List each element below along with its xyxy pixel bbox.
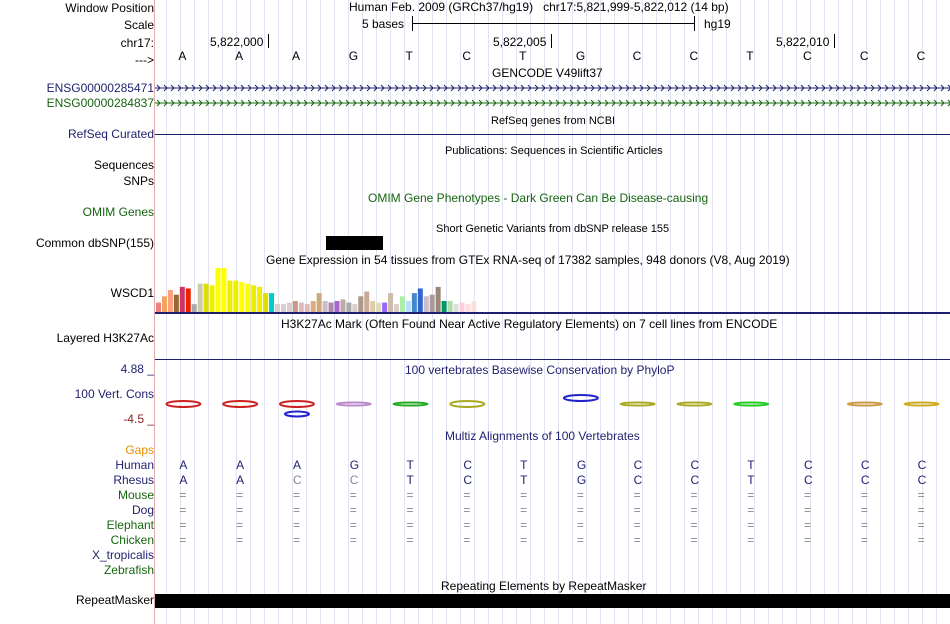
alignment-base: = [917,518,925,532]
gtex-tissue-bar [382,303,387,312]
gtex-tissue-bar [216,268,221,312]
gtex-tissue-bar [257,287,262,312]
alignment-base: A [292,458,301,472]
alignment-base: = [576,518,584,532]
gtex-tissue-bar [394,304,399,312]
alignment-base: = [349,503,357,517]
gtex-tissue-bar [210,285,215,312]
gtex-tissue-bar [281,304,286,312]
gtex-tissue-bar [263,293,268,312]
sequences-label[interactable]: Sequences [93,158,154,172]
alignment-base: C [860,473,870,487]
alignment-base: = [292,518,300,532]
alignment-base: C [633,473,643,487]
gtex-tissue-bar [299,303,304,312]
reference-base: C [632,49,642,63]
gtex-tissue-bar [227,281,232,312]
gencode-gene-2-label[interactable]: ENSG00000284837 [46,96,154,110]
gencode-gene-2-track[interactable] [155,96,950,110]
gtex-tissue-bar [305,304,310,312]
gencode-gene-1-label[interactable]: ENSG00000285471 [46,81,154,95]
h3k27ac-title: H3K27Ac Mark (Often Found Near Active Regulatory Elements) on 7 cell lines from ENCODE [281,317,778,331]
gtex-gene-label[interactable]: WSCD1 [110,286,154,300]
refseq-label[interactable]: RefSeq Curated [67,127,154,141]
gtex-tissue-bar [406,301,411,312]
conservation-mark [285,412,309,417]
gtex-tissue-bar [400,296,405,312]
gtex-tissue-bar [156,303,161,312]
alignment-base: C [804,458,813,472]
gtex-tissue-bar [329,303,334,312]
gtex-tissue-bar [204,284,209,312]
gtex-tissue-bar [459,303,464,312]
alignment-base: T [406,458,414,472]
alignment-base: = [520,488,528,502]
coord-tick [551,34,552,48]
multiz-title: Multiz Alignments of 100 Vertebrates [445,429,640,443]
conservation-logo [155,390,950,420]
alignment-base: = [179,488,187,502]
alignment-base: = [804,533,812,547]
gtex-tissue-bar [293,301,298,312]
alignment-base: = [236,518,244,532]
gtex-tissue-bar [269,293,274,312]
reference-base: G [575,49,586,63]
alignment-base: = [292,488,300,502]
alignment-base: = [236,533,244,547]
gtex-title: Gene Expression in 54 tissues from GTEx RNA-seq of 17382 samples, 948 donors (V8, Aug 2019) [266,253,790,267]
alignment-base: = [917,533,925,547]
gtex-tissue-bar [174,295,179,312]
gtex-tissue-bar [358,296,363,312]
coord-5822000: 5,822,000 [210,35,264,49]
gtex-tissue-bar [198,284,203,312]
alignment-base: = [633,503,641,517]
species-label[interactable]: X_tropicalis [91,548,154,562]
dbsnp-variant[interactable] [326,236,383,250]
alignment-base: = [633,488,641,502]
gtex-tissue-bar [430,295,435,312]
reference-base: A [178,49,187,63]
coord-tick [268,34,269,48]
conservation-mark [166,401,200,407]
gtex-tissue-bar [221,268,226,312]
alignment-base: T [747,458,755,472]
conservation-mark [677,403,711,406]
alignment-base: = [860,488,868,502]
alignment-base: = [349,533,357,547]
gtex-tissue-bar [180,287,185,312]
species-label[interactable]: Chicken [110,533,154,547]
alignment-base: = [179,503,187,517]
alignment-base: = [633,518,641,532]
gtex-tissue-bar [251,285,256,312]
reference-base: G [348,49,359,63]
coord-5822005: 5,822,005 [493,35,547,49]
omim-title: OMIM Gene Phenotypes - Dark Green Can Be Disease-causing [368,191,709,205]
species-label[interactable]: Dog [131,503,154,517]
conservation-mark [394,403,428,406]
species-label[interactable]: Mouse [117,488,154,502]
alignment-base: A [236,458,245,472]
gtex-tissue-bar [275,304,280,312]
gtex-tissue-bar [346,303,351,312]
alignment-base: T [747,473,755,487]
reference-base: C [859,49,869,63]
alignment-base: A [179,458,188,472]
pubs-title: Publications: Sequences in Scientific Articles [445,145,663,157]
alignment-base: C [690,458,700,472]
reference-base: T [746,49,754,63]
species-label[interactable]: Elephant [106,518,154,532]
scale-bar-left-tick [412,16,413,31]
alignment-base: = [804,503,812,517]
repeatmasker-block[interactable] [155,594,950,608]
conservation-mark [734,403,768,406]
gtex-tissue-bar [192,304,197,312]
gtex-tissue-bar [418,288,423,312]
gtex-tissue-bar [168,290,173,312]
alignment-base: G [576,458,587,472]
gtex-tissue-bar [317,293,322,312]
gtex-tissue-bar [424,296,429,312]
alignment-base: = [860,518,868,532]
gtex-tissue-bar [340,299,345,312]
gtex-tissue-bar [335,301,340,312]
species-label[interactable]: Human [115,458,154,472]
alignment-base: = [292,533,300,547]
conservation-mark [280,401,314,407]
scale-text: 5 bases [362,17,405,31]
alignment-base: = [917,488,925,502]
gtex-tissue-bar [471,301,476,312]
repeat-label[interactable]: RepeatMasker [75,593,154,607]
alignment-base: A [236,473,245,487]
cons-max: 4.88 _ [120,362,154,376]
reference-base: C [803,49,812,63]
alignment-base: = [179,533,187,547]
gtex-expression-bars[interactable] [155,266,950,314]
scale-bar-right-tick [694,16,695,31]
reference-base: A [235,49,244,63]
gtex-tissue-bar [436,287,441,312]
gtex-tissue-bar [376,303,381,312]
gtex-tissue-bar [352,304,357,312]
alignment-base: = [690,518,698,532]
chrom-label: chr17: [120,36,154,50]
species-label[interactable]: Zebrafish [103,563,154,577]
repeat-title: Repeating Elements by RepeatMasker [441,579,647,593]
gtex-tissue-bar [412,293,417,312]
strand-arrow-label: ---> [135,53,154,67]
alignment-base: = [463,503,471,517]
gencode-gene-1-track[interactable] [155,81,950,95]
gtex-tissue-bar [465,304,470,312]
window-position-label: Window Position [65,1,154,15]
conservation-mark [564,395,598,401]
alignment-base: = [860,533,868,547]
gtex-tissue-bar [311,301,316,312]
dbsnp-title: Short Genetic Variants from dbSNP release 155 [436,223,670,235]
alignment-base: = [576,503,584,517]
reference-base: C [916,49,926,63]
alignment-base: = [520,503,528,517]
snps-label[interactable]: SNPs [123,174,154,188]
alignment-base: T [520,458,528,472]
gtex-tissue-bar [239,282,244,312]
alignment-base: = [463,488,471,502]
alignment-base: = [236,503,244,517]
alignment-base: C [804,473,813,487]
alignment-base: C [292,473,302,487]
alignment-base: = [179,518,187,532]
alignment-base: = [690,503,698,517]
omim-label[interactable]: OMIM Genes [82,205,154,219]
alignment-base: = [292,503,300,517]
conservation-mark [621,403,655,406]
alignment-base: C [463,458,472,472]
alignment-base: C [633,458,643,472]
conservation-mark [337,403,371,406]
alignment-base: = [860,503,868,517]
gtex-tissue-bar [388,293,393,312]
h3k27ac-label[interactable]: Layered H3K27Ac [56,331,154,345]
gtex-tissue-bar [233,281,238,312]
alignment-base: = [520,518,528,532]
scale-label: Scale [123,18,154,32]
gtex-tissue-bar [370,301,375,312]
alignment-base: C [463,473,472,487]
cons-label[interactable]: 100 Vert. Cons [74,387,154,401]
alignment-base: = [690,488,698,502]
reference-base: T [405,49,413,63]
alignment-base: T [406,473,414,487]
scale-assembly: hg19 [704,17,731,31]
conservation-mark [450,401,484,407]
alignment-base: C [917,458,927,472]
alignment-base: = [804,488,812,502]
reference-base: C [689,49,699,63]
gaps-label[interactable]: Gaps [125,443,154,457]
species-label[interactable]: Rhesus [113,473,154,487]
h3k27ac-baseline [155,359,950,360]
conservation-mark [223,401,257,407]
conservation-mark [905,403,939,406]
gtex-tissue-bar [245,284,250,312]
alignment-base: G [576,473,587,487]
alignment-base: = [406,488,414,502]
dbsnp-label[interactable]: Common dbSNP(155) [35,236,154,250]
gtex-tissue-bar [364,292,369,312]
alignment-base: = [349,518,357,532]
alignment-base: G [349,458,360,472]
reference-base: T [519,49,527,63]
alignment-base: A [179,473,188,487]
alignment-base: = [406,503,414,517]
gtex-tissue-bar [162,296,167,312]
alignment-base: = [747,518,755,532]
alignment-base: = [747,488,755,502]
alignment-base: = [520,533,528,547]
gencode-title: GENCODE V49lift37 [492,66,603,80]
alignment-base: = [804,518,812,532]
alignment-base: = [406,533,414,547]
gtex-tissue-bar [287,303,292,312]
alignment-base: = [463,518,471,532]
window-position-text: Human Feb. 2009 (GRCh37/hg19) chr17:5,821,999-5,822,012 (14 bp) [349,0,729,14]
scale-bar [412,23,695,24]
alignment-base: = [747,533,755,547]
alignment-base: C [690,473,700,487]
conservation-mark [848,403,882,406]
alignment-base: = [576,533,584,547]
alignment-base: = [690,533,698,547]
gtex-tissue-bar [448,301,453,312]
alignment-base: C [917,473,927,487]
refseq-title: RefSeq genes from NCBI [491,115,616,127]
alignment-base: = [633,533,641,547]
alignment-base: = [236,488,244,502]
alignment-base: = [406,518,414,532]
alignment-base: C [860,458,870,472]
cons-min: -4.5 _ [123,412,154,426]
alignment-base: = [463,533,471,547]
gtex-tissue-bar [454,304,459,312]
coord-5822010: 5,822,010 [776,35,830,49]
alignment-base: = [917,503,925,517]
alignment-base: C [349,473,359,487]
alignment-base: = [576,488,584,502]
refseq-line [155,134,950,135]
gtex-tissue-bar [186,288,191,312]
reference-base: A [291,49,300,63]
reference-base: C [462,49,471,63]
alignment-base: T [520,473,528,487]
alignment-base: = [349,488,357,502]
gtex-tissue-bar [323,301,328,312]
cons-title: 100 vertebrates Basewise Conservation by PhyloP [405,363,675,377]
alignment-base: = [747,503,755,517]
gtex-tissue-bar [442,301,447,312]
coord-tick [834,34,835,48]
